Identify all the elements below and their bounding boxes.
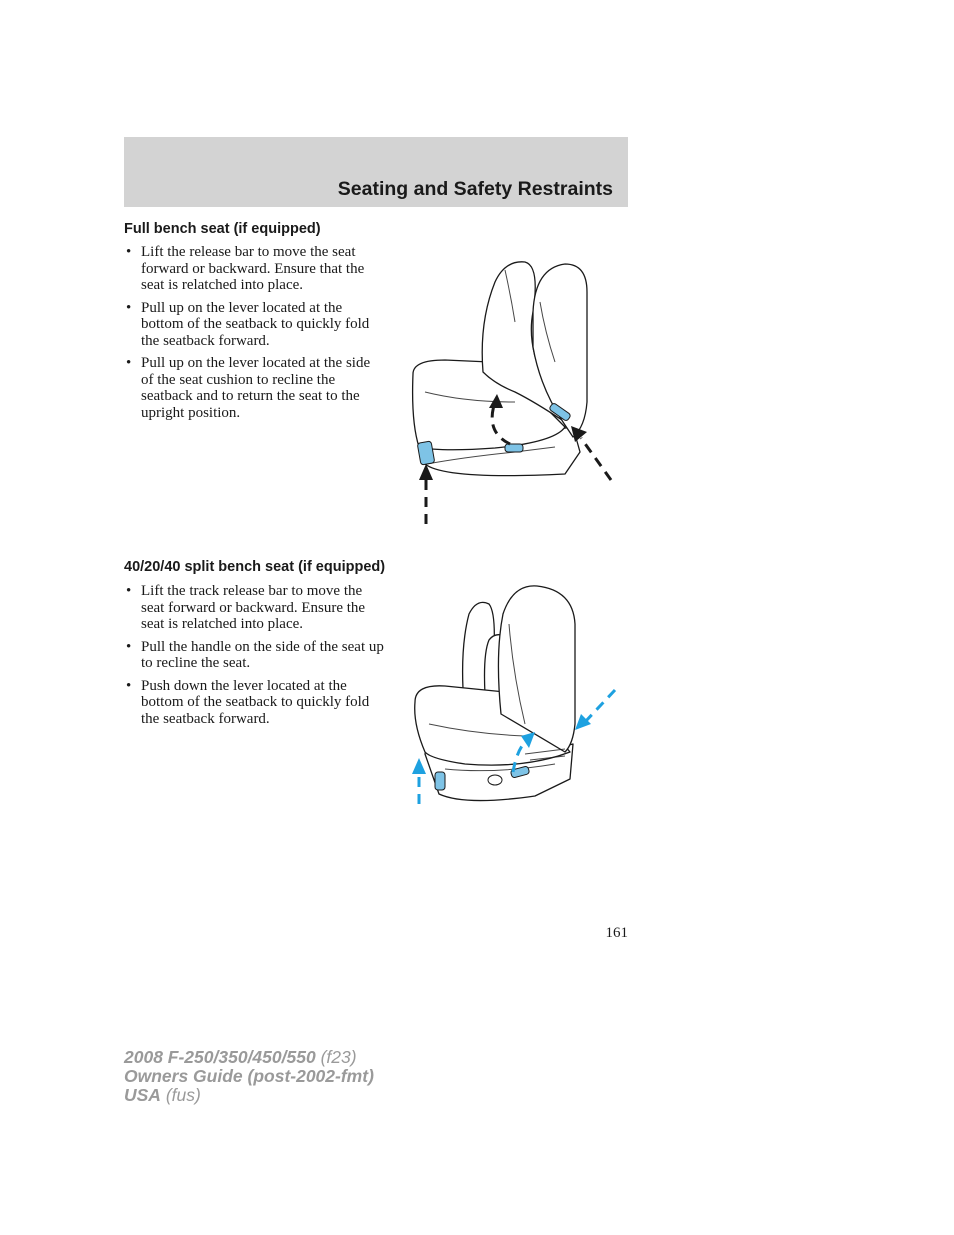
footer-line-1	[124, 1048, 374, 1067]
list-item: • Lift the release bar to move the seat forward or backward. Ensure that the seat is relatched into place.	[124, 244, 384, 294]
footer-market: USA	[124, 1085, 161, 1105]
split-bench-instructions	[124, 583, 384, 733]
arrow-up-icon	[412, 758, 426, 774]
document-footer	[124, 1048, 374, 1105]
full-bench-heading: Full bench seat (if equipped)	[124, 221, 321, 237]
split-bench-heading: 40/20/40 split bench seat (if equipped)	[124, 559, 386, 575]
list-item: • Pull the handle on the side of the seat up to recline the seat.	[124, 639, 384, 672]
section-header-band	[124, 137, 628, 207]
footer-line-2	[124, 1067, 374, 1086]
list-item: • Push down the lever located at the bottom of the seatback to quickly fold the seatback forward.	[124, 678, 384, 728]
list-item: • Pull up on the lever located at the bottom of the seatback to quickly fold the seatback forward.	[124, 300, 384, 350]
footer-guide: Owners Guide (post-2002-fmt)	[124, 1066, 374, 1086]
list-item: • Lift the track release bar to move the seat forward or backward. Ensure the seat is relatched into place.	[124, 583, 384, 633]
fold-lever	[505, 444, 523, 452]
full-bench-instructions	[124, 244, 384, 427]
footer-market-code: (fus)	[165, 1085, 201, 1105]
footer-line-3	[124, 1086, 374, 1105]
footer-model: 2008 F-250/350/450/550	[124, 1047, 316, 1067]
page-number: 161	[605, 925, 628, 941]
split-bench-seat-illustration	[405, 584, 620, 806]
track-release-lever	[435, 772, 445, 790]
list-item: • Pull up on the lever located at the side of the seat cushion to recline the seatback and to return the seat to the upright position.	[124, 355, 384, 421]
section-title: Seating and Safety Restraints	[337, 178, 613, 200]
full-bench-seat-illustration	[405, 252, 620, 532]
footer-model-code: (f23)	[320, 1047, 357, 1067]
